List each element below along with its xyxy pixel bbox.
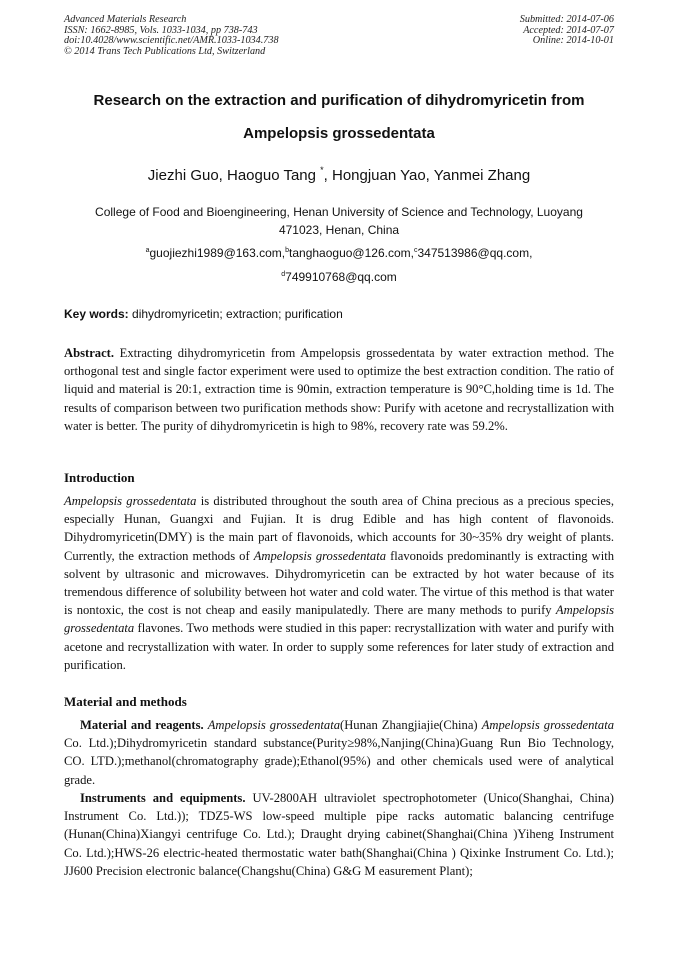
introduction-paragraph [64, 492, 614, 674]
email-b: tanghaoguo@126.com, [289, 246, 414, 260]
reagents-text-b: Co. Ltd.);Dihydromyricetin standard substance(Purity≥98%,Nanjing(China)Guang Run Bio Technology, CO. LTD.);methanol(chromatography grade);Ethanol(95%) and other chemicals used were of analytical grade. [64, 736, 614, 787]
affiliation-line-2: 471023, Henan, China [278, 223, 400, 237]
online-date: Online: 2014-10-01 [532, 35, 614, 47]
keywords-label: Key words: [64, 307, 129, 321]
instruments-label: Instruments and equipments. [80, 791, 246, 805]
keywords [64, 307, 614, 321]
species-name: Ampelopsis grossedentata [481, 718, 614, 732]
email-d-mark: d [281, 271, 286, 278]
reagents-label: Material and reagents. [80, 718, 204, 732]
journal-name: Advanced Materials Research [64, 14, 187, 25]
paper-title-line-1: Research on the extraction and purification of dihydromyricetin from [93, 92, 585, 109]
species-name: Ampelopsis grossedentata [64, 494, 197, 508]
species-name: Ampelopsis grossedentata [207, 718, 340, 732]
keywords-text: dihydromyricetin; extraction; purification [128, 307, 343, 321]
affiliation [60, 203, 618, 239]
accepted-date: Accepted: 2014-07-07 [523, 24, 614, 36]
email-d: 749910768@qq.com [285, 270, 397, 284]
authors-rest: , Hongjuan Yao, Yanmei Zhang [323, 167, 531, 184]
email-list [60, 244, 618, 262]
email-a-mark: a [145, 247, 150, 254]
species-name: Ampelopsis grossedentata [64, 603, 614, 636]
intro-text-b: flavonoids predominantly is extracting with solvent by ultrasonic and microwaves. Dihydromyricetin can be extracted by hot water because of its tremendous difference of solubility between hot water and cold water. The virtue of this method is that water is nontoxic, the cost is not cheap and easily manipulatedly. There are many methods to purify [64, 548, 614, 618]
issn-line: ISSN: 1662-8985, Vols. 1033-1034, pp 738-743 [64, 24, 258, 36]
species-name: Ampelopsis grossedentata [253, 548, 387, 563]
paper-title-line-2: Ampelopsis grossedentata [243, 125, 435, 142]
authors-first: Jiezhi Guo, Haoguo Tang [147, 167, 321, 184]
email-a: guojiezhi1989@163.com, [149, 246, 286, 260]
email-c: 347513986@qq.com, [417, 246, 533, 260]
publication-dates [520, 15, 614, 47]
instruments-paragraph [64, 789, 614, 880]
email-b-mark: b [285, 247, 290, 254]
publication-info [64, 15, 279, 57]
intro-text-a: is distributed throughout the south area of China precious as a precious species, especially Hunan, Guangxi and Fujian. It is drug Edible and has high content of flavonoids. Dihydromyricetin(DMY) is the main part of flavonoids, which accounts for 30~35% dry weight of plants. Currently, the extraction methods of [64, 494, 614, 563]
affiliation-line-1: College of Food and Bioengineering, Henan University of Science and Technology, Luoyang [95, 205, 583, 219]
email-c-mark: c [413, 247, 418, 254]
doi-line: doi:10.4028/www.scientific.net/AMR.1033-1034.738 [64, 35, 279, 47]
introduction-heading: Introduction [64, 470, 135, 485]
reagents-text-a: (Hunan Zhangjiajie(China) [340, 718, 482, 732]
materials-reagents-paragraph [64, 716, 614, 789]
instruments-text: UV-2800AH ultraviolet spectrophotometer (Unico(Shanghai, China) Instrument Co. Ltd.)); TDZ5-WS low-speed multiple pipe racks automatic balancing centrifuge (Hunan(China)Xiangyi centrifuge Co. Ltd.); Draught drying cabinet(Shanghai(China )Yiheng Instrument Co. Ltd.);HWS-26 electric-heated thermostatic water bath(Shanghai(China ) Qixinke Instrument Co. Ltd.); JJ600 Precision electronic balance(Changshu(China) G&G M easurement Plant); [64, 791, 614, 878]
author-list [40, 167, 638, 184]
abstract [64, 344, 614, 435]
copyright-line: © 2014 Trans Tech Publications Ltd, Switzerland [64, 45, 266, 57]
materials-heading: Material and methods [64, 694, 187, 709]
abstract-label: Abstract. [64, 346, 115, 360]
email-list-2 [60, 268, 618, 286]
abstract-text: Extracting dihydromyricetin from Ampelopsis grossedentata by water extraction method. The orthogonal test and single factor experiment were used to optimize the best extraction condition. The ratio of liquid and material is 20:1, extraction time is 90min, extraction temperature is 90°C,holding time is 1d. The results of comparison between two purification methods show: Purify with acetone and recrystallization with water is better. The purity of dihydromyricetin is high to 98%, recovery rate was 59.2%. [64, 346, 614, 433]
corresponding-author-mark: * [320, 165, 324, 175]
submitted-date: Submitted: 2014-07-06 [519, 14, 614, 25]
intro-text-c: flavones. Two methods were studied in this paper: recrystallization with water and purify with acetone and recrystallization with water. In order to supply some references for later study of extraction and purification. [64, 621, 614, 672]
